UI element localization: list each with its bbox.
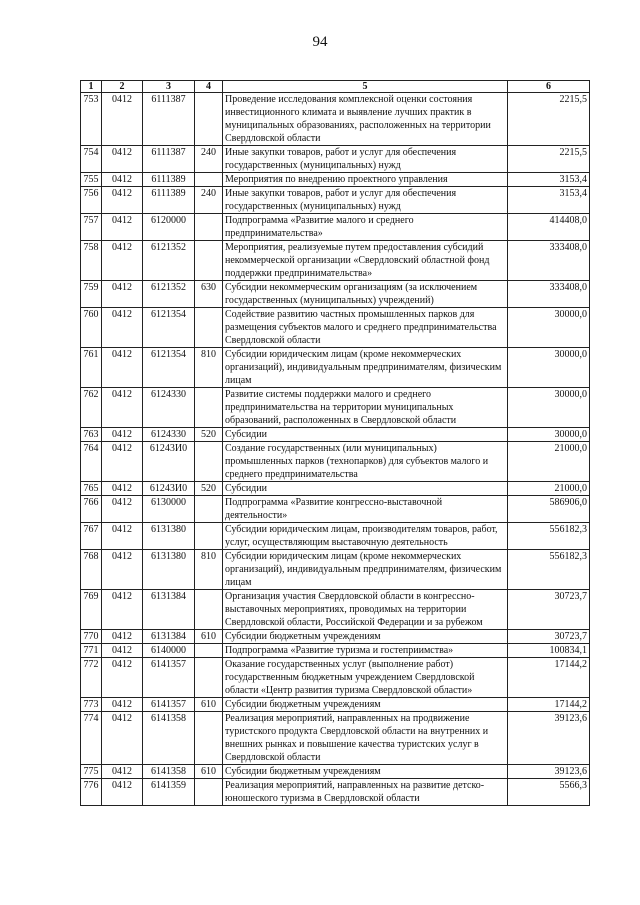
table-row: [81, 630, 590, 644]
amount: 5566,3: [508, 779, 590, 806]
amount: 2215,5: [508, 93, 590, 146]
item-name: Субсидии юридическим лицам, производителям товаров, работ, услуг, осуществляющим выставочную деятельность: [223, 523, 508, 550]
row-number: 769: [81, 590, 102, 630]
amount: 100834,1: [508, 644, 590, 658]
item-name: Мероприятия по внедрению проектного управления: [223, 173, 508, 187]
article-code: 61243И0: [143, 442, 195, 482]
table-row: [81, 698, 590, 712]
article-code: 6121354: [143, 308, 195, 348]
article-code: 6131384: [143, 630, 195, 644]
row-number: 753: [81, 93, 102, 146]
row-number: 758: [81, 241, 102, 281]
row-number: 764: [81, 442, 102, 482]
amount: 414408,0: [508, 214, 590, 241]
amount: 30723,7: [508, 630, 590, 644]
expense-type: [195, 590, 223, 630]
row-number: 760: [81, 308, 102, 348]
table-row: [81, 482, 590, 496]
row-number: 774: [81, 712, 102, 765]
table-row: [81, 496, 590, 523]
row-number: 766: [81, 496, 102, 523]
table-row: [81, 590, 590, 630]
row-number: 759: [81, 281, 102, 308]
section-code: 0412: [102, 241, 143, 281]
item-name: Реализация мероприятий, направленных на продвижение туристского продукта Свердловской области на внутренних и внешних рынках и повышение качества туристских услуг в Свердловской области: [223, 712, 508, 765]
expense-type: [195, 173, 223, 187]
section-code: 0412: [102, 630, 143, 644]
amount: 30000,0: [508, 428, 590, 442]
expense-type: [195, 644, 223, 658]
article-code: 6141359: [143, 779, 195, 806]
section-code: 0412: [102, 658, 143, 698]
article-code: 6131384: [143, 590, 195, 630]
row-number: 756: [81, 187, 102, 214]
section-code: 0412: [102, 712, 143, 765]
article-code: 6124330: [143, 428, 195, 442]
item-name: Субсидии некоммерческим организациям (за исключением государственных (муниципальных) учреждений): [223, 281, 508, 308]
section-code: 0412: [102, 765, 143, 779]
expense-type: [195, 779, 223, 806]
amount: 3153,4: [508, 173, 590, 187]
item-name: Иные закупки товаров, работ и услуг для обеспечения государственных (муниципальных) нужд: [223, 187, 508, 214]
article-code: 6121352: [143, 281, 195, 308]
article-code: 6111387: [143, 146, 195, 173]
expense-type: [195, 523, 223, 550]
section-code: 0412: [102, 523, 143, 550]
article-code: 6111389: [143, 187, 195, 214]
table-header-row: [81, 81, 590, 93]
expense-type: 630: [195, 281, 223, 308]
header-col-3: 3: [143, 81, 195, 93]
amount: 333408,0: [508, 281, 590, 308]
section-code: 0412: [102, 779, 143, 806]
section-code: 0412: [102, 550, 143, 590]
item-name: Развитие системы поддержки малого и среднего предпринимательства на территории муниципальных образований, расположенных в Свердловской области: [223, 388, 508, 428]
section-code: 0412: [102, 428, 143, 442]
article-code: 6130000: [143, 496, 195, 523]
header-col-6: 6: [508, 81, 590, 93]
expense-type: [195, 658, 223, 698]
item-name: Создание государственных (или муниципальных) промышленных парков (технопарков) для субъектов малого и среднего предпринимательства: [223, 442, 508, 482]
amount: 30000,0: [508, 308, 590, 348]
section-code: 0412: [102, 442, 143, 482]
table-row: [81, 173, 590, 187]
table-row: [81, 308, 590, 348]
item-name: Субсидии: [223, 482, 508, 496]
expense-type: 810: [195, 348, 223, 388]
expense-type: 610: [195, 630, 223, 644]
table-row: [81, 779, 590, 806]
item-name: Субсидии: [223, 428, 508, 442]
section-code: 0412: [102, 644, 143, 658]
expense-type: 810: [195, 550, 223, 590]
expense-type: [195, 308, 223, 348]
table-row: [81, 428, 590, 442]
budget-table: [80, 80, 590, 806]
row-number: 767: [81, 523, 102, 550]
row-number: 768: [81, 550, 102, 590]
item-name: Субсидии юридическим лицам (кроме некоммерческих организаций), индивидуальным предпринимателям, физическим лицам: [223, 348, 508, 388]
expense-type: [195, 442, 223, 482]
row-number: 776: [81, 779, 102, 806]
amount: 39123,6: [508, 765, 590, 779]
amount: 39123,6: [508, 712, 590, 765]
table-row: [81, 550, 590, 590]
section-code: 0412: [102, 173, 143, 187]
expense-type: [195, 241, 223, 281]
section-code: 0412: [102, 308, 143, 348]
expense-type: 610: [195, 765, 223, 779]
table-row: [81, 187, 590, 214]
header-col-5: 5: [223, 81, 508, 93]
article-code: 6140000: [143, 644, 195, 658]
amount: 2215,5: [508, 146, 590, 173]
item-name: Подпрограмма «Развитие конгрессно-выставочной деятельности»: [223, 496, 508, 523]
expense-type: 240: [195, 146, 223, 173]
item-name: Субсидии бюджетным учреждениям: [223, 630, 508, 644]
table-row: [81, 765, 590, 779]
table-row: [81, 93, 590, 146]
table-row: [81, 388, 590, 428]
amount: 21000,0: [508, 442, 590, 482]
item-name: Реализация мероприятий, направленных на развитие детско-юношеского туризма в Свердловской области: [223, 779, 508, 806]
row-number: 763: [81, 428, 102, 442]
expense-type: 520: [195, 428, 223, 442]
section-code: 0412: [102, 482, 143, 496]
table-row: [81, 712, 590, 765]
article-code: 6141358: [143, 712, 195, 765]
row-number: 771: [81, 644, 102, 658]
section-code: 0412: [102, 93, 143, 146]
expense-type: 610: [195, 698, 223, 712]
row-number: 772: [81, 658, 102, 698]
header-col-2: 2: [102, 81, 143, 93]
item-name: Иные закупки товаров, работ и услуг для обеспечения государственных (муниципальных) нужд: [223, 146, 508, 173]
item-name: Организация участия Свердловской области в конгрессно-выставочных мероприятиях, проводимых на территории Свердловской области, Российской Федерации и за рубежом: [223, 590, 508, 630]
amount: 17144,2: [508, 658, 590, 698]
section-code: 0412: [102, 348, 143, 388]
expense-type: [195, 214, 223, 241]
article-code: 6131380: [143, 523, 195, 550]
row-number: 762: [81, 388, 102, 428]
section-code: 0412: [102, 496, 143, 523]
table-row: [81, 348, 590, 388]
amount: 17144,2: [508, 698, 590, 712]
section-code: 0412: [102, 698, 143, 712]
item-name: Подпрограмма «Развитие малого и среднего предпринимательства»: [223, 214, 508, 241]
item-name: Подпрограмма «Развитие туризма и гостеприимства»: [223, 644, 508, 658]
table-row: [81, 523, 590, 550]
amount: 556182,3: [508, 550, 590, 590]
expense-type: 240: [195, 187, 223, 214]
item-name: Мероприятия, реализуемые путем предоставления субсидий некоммерческой организации «Свердловский областной фонд поддержки предпринимательства»: [223, 241, 508, 281]
expense-type: [195, 712, 223, 765]
table-row: [81, 442, 590, 482]
row-number: 773: [81, 698, 102, 712]
row-number: 761: [81, 348, 102, 388]
row-number: 754: [81, 146, 102, 173]
section-code: 0412: [102, 214, 143, 241]
amount: 556182,3: [508, 523, 590, 550]
table-row: [81, 658, 590, 698]
article-code: 6111387: [143, 93, 195, 146]
section-code: 0412: [102, 187, 143, 214]
amount: 333408,0: [508, 241, 590, 281]
article-code: 6111389: [143, 173, 195, 187]
expense-type: [195, 496, 223, 523]
section-code: 0412: [102, 590, 143, 630]
amount: 3153,4: [508, 187, 590, 214]
article-code: 6121352: [143, 241, 195, 281]
expense-type: [195, 388, 223, 428]
amount: 30000,0: [508, 348, 590, 388]
table-row: [81, 281, 590, 308]
article-code: 61243И0: [143, 482, 195, 496]
item-name: Оказание государственных услуг (выполнение работ) государственным бюджетным учреждением Свердловской области «Центр развития туризма Свердловской области»: [223, 658, 508, 698]
article-code: 6121354: [143, 348, 195, 388]
item-name: Проведение исследования комплексной оценки состояния инвестиционного климата и выявление лучших практик в муниципальных образованиях, расположенных на территории Свердловской области: [223, 93, 508, 146]
table-row: [81, 241, 590, 281]
article-code: 6131380: [143, 550, 195, 590]
table-row: [81, 146, 590, 173]
article-code: 6141357: [143, 698, 195, 712]
row-number: 770: [81, 630, 102, 644]
item-name: Субсидии бюджетным учреждениям: [223, 765, 508, 779]
item-name: Содействие развитию частных промышленных парков для размещения субъектов малого и среднего предпринимательства Свердловской области: [223, 308, 508, 348]
header-col-4: 4: [195, 81, 223, 93]
expense-type: [195, 93, 223, 146]
expense-type: 520: [195, 482, 223, 496]
item-name: Субсидии юридическим лицам (кроме некоммерческих организаций), индивидуальным предпринимателям, физическим лицам: [223, 550, 508, 590]
item-name: Субсидии бюджетным учреждениям: [223, 698, 508, 712]
article-code: 6124330: [143, 388, 195, 428]
article-code: 6141357: [143, 658, 195, 698]
section-code: 0412: [102, 388, 143, 428]
amount: 30723,7: [508, 590, 590, 630]
table-row: [81, 644, 590, 658]
section-code: 0412: [102, 146, 143, 173]
amount: 30000,0: [508, 388, 590, 428]
table-row: [81, 214, 590, 241]
page-number: 94: [312, 34, 328, 50]
amount: 586906,0: [508, 496, 590, 523]
article-code: 6120000: [143, 214, 195, 241]
row-number: 755: [81, 173, 102, 187]
row-number: 765: [81, 482, 102, 496]
row-number: 757: [81, 214, 102, 241]
header-col-1: 1: [81, 81, 102, 93]
section-code: 0412: [102, 281, 143, 308]
row-number: 775: [81, 765, 102, 779]
amount: 21000,0: [508, 482, 590, 496]
article-code: 6141358: [143, 765, 195, 779]
